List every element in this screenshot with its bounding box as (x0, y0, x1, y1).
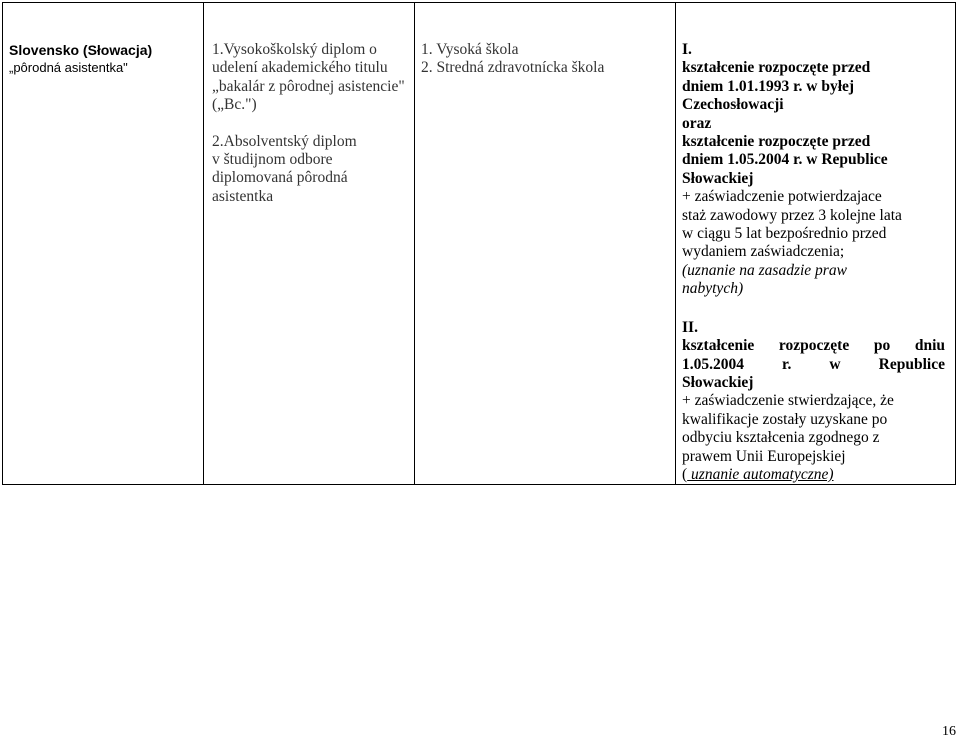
section-line: Słowackiej (682, 373, 754, 391)
profession-title: „pôrodná asistentka" (9, 60, 128, 75)
recognition-cell (676, 3, 956, 485)
section-line: odbyciu kształcenia zgodnego z (682, 429, 880, 447)
section-line: Czechosłowacji (682, 96, 784, 114)
section-line: staż zawodowy przez 3 kolejne lata (682, 206, 902, 224)
section-line: wydaniem zaświadczenia; (682, 243, 845, 261)
section-line: dniem 1.05.2004 r. w Republice (682, 151, 888, 169)
diploma-line: („Bc.") (212, 96, 257, 114)
section-heading: I. (682, 41, 692, 58)
page-number: 16 (942, 724, 956, 739)
institution-cell (415, 3, 676, 485)
country-name: Slovensko (Słowacja) (9, 42, 153, 58)
section-line: kształcenie rozpoczęte przed (682, 59, 871, 77)
diploma-line: asistentka (212, 187, 274, 205)
institution-item: 2. Stredná zdravotnícka škola (421, 59, 605, 77)
section-line: 1.05.2004 r. w Republice (682, 355, 945, 373)
diploma-line (212, 115, 414, 133)
section-line: ( uznanie automatyczne) (682, 465, 834, 483)
section-line: + zaświadczenie potwierdzajace (682, 188, 882, 206)
section-line: oraz (682, 114, 712, 132)
section-line: Słowackiej (682, 169, 754, 187)
section-line: kształcenie rozpoczęte przed (682, 133, 871, 151)
diploma-line: udelení akademického titulu (212, 59, 388, 77)
diploma-line: „bakalár z pôrodnej asistencie" (212, 77, 405, 95)
country-cell (3, 3, 204, 485)
section-line: kwalifikacje zostały uzyskane po (682, 410, 888, 428)
diploma-line: 1.Vysokoškolský diplom o (212, 41, 377, 58)
section-line: nabytych) (682, 280, 744, 298)
section-line: (uznanie na zasadzie praw (682, 261, 847, 279)
section-line: kształcenie rozpoczęte po dniu (682, 337, 945, 355)
section-line: + zaświadczenie stwierdzające, że (682, 392, 894, 410)
section-heading: II. (682, 318, 698, 336)
table-row (3, 3, 956, 485)
diploma-cell (204, 3, 415, 485)
diploma-line: diplomovaná pôrodná (212, 169, 348, 187)
section-line: dniem 1.01.1993 r. w byłej (682, 77, 855, 95)
institution-item: 1. Vysoká škola (421, 41, 519, 58)
diploma-line: 2.Absolventský diplom (212, 132, 357, 150)
qualifications-table (2, 2, 956, 485)
diploma-line: v študijnom odbore (212, 151, 333, 169)
section-line: w ciągu 5 lat bezpośrednio przed (682, 225, 887, 243)
section-line: prawem Unii Europejskiej (682, 447, 846, 465)
